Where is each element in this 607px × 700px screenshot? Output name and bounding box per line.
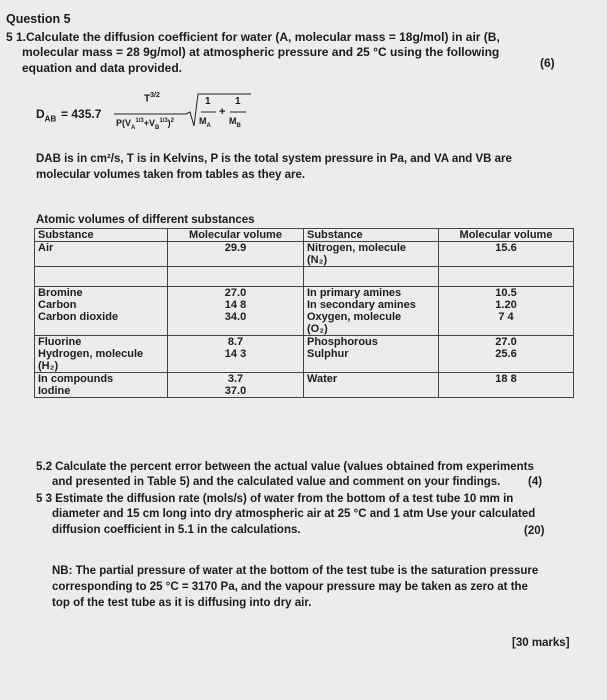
cell-line [307, 385, 435, 397]
cell-line [442, 323, 570, 335]
cell-line: Sulphur [307, 348, 349, 360]
part2-line2: and presented in Table 5) and the calculated value and comment on your findings. [52, 476, 501, 488]
cell-line: Nitrogen, molecule [307, 242, 407, 254]
cell-line [38, 323, 164, 335]
header-molvol-2: Molecular volume [439, 229, 574, 242]
nb-line3: top of the test tube as it is diffusing into dry air. [52, 597, 312, 609]
cell-line: 1.20 [495, 299, 517, 311]
part2-line1: 5.2 Calculate the percent error between the actual value (values obtained from experiments [36, 461, 534, 473]
cell-line: 27.0 [224, 287, 247, 299]
table-row [35, 267, 574, 287]
header-substance-1: Substance [35, 229, 168, 242]
root-plus: + [219, 106, 226, 118]
sqrt-sign [186, 94, 251, 126]
part2-marks: (4) [528, 476, 543, 488]
cell-line: 18 8 [495, 373, 517, 385]
table-cell [439, 267, 574, 287]
cell-line: Oxygen, molecule [307, 311, 402, 323]
root-den-a: $M_A$ [199, 116, 211, 129]
root-num-a: 1 [205, 96, 211, 107]
cell-line: Bromine [38, 287, 83, 299]
cell-line: In secondary amines [307, 299, 416, 311]
total-marks: [30 marks] [512, 637, 570, 649]
table-row [35, 336, 574, 373]
diffusion-formula [36, 92, 266, 136]
cell-line: Carbon dioxide [38, 311, 119, 323]
table-cell: 15.6 [439, 242, 574, 267]
part3-line3: diffusion coefficient in 5.1 in the calculations. [52, 524, 301, 536]
cell-line [171, 323, 300, 335]
header-substance-2: Substance [304, 229, 439, 242]
cell-line: (O₂) [307, 323, 328, 335]
table-cell: 29.9 [168, 242, 304, 267]
part1-marks: (6) [540, 56, 555, 70]
cell-line: In primary amines [307, 287, 402, 299]
part1-line3: equation and data provided. [22, 61, 183, 75]
part3-marks: (20) [524, 525, 545, 537]
cell-line: Carbon [38, 299, 77, 311]
cell-line: (N₂) [307, 254, 328, 266]
table-cell [35, 336, 168, 373]
table-row [35, 373, 574, 398]
cell-line: Fluorine [38, 336, 82, 348]
cell-line: In compounds [38, 373, 114, 385]
table-cell [304, 287, 439, 336]
part1-line2: molecular mass = 28 9g/mol) at atmospheric pressure and 25 °C using the following [22, 45, 500, 59]
part3-line1: 5 3 Estimate the diffusion rate (mols/s) of water from the bottom of a test tube 10 mm in [36, 493, 514, 505]
definition-line1: DAB is in cm²/s, T is in Kelvins, P is the total system pressure in Pa, and VA and VB are [36, 153, 512, 165]
table-cell [168, 267, 304, 287]
formula-lines [36, 92, 266, 136]
cell-line [307, 360, 435, 372]
table-cell: Air [35, 242, 168, 267]
table-cell [304, 336, 439, 373]
table-cell [304, 242, 439, 267]
part3-line2: diameter and 15 cm long into dry atmospheric air at 25 °C and 1 atm Use your calculated [52, 508, 536, 520]
formula-lhs: $D_{AB}$ [36, 107, 57, 124]
formula-numerator: $T^{3/2}$ [144, 92, 160, 105]
nb-line1: NB: The partial pressure of water at the bottom of the test tube is the saturation pressure [52, 565, 539, 577]
table-row [35, 242, 574, 267]
table-cell [35, 287, 168, 336]
table-caption: Atomic volumes of different substances [36, 214, 255, 226]
table-cell [35, 373, 168, 398]
table-cell [304, 267, 439, 287]
cell-line: 14 3 [224, 348, 247, 360]
table-cell [439, 287, 574, 336]
cell-line [171, 360, 300, 372]
cell-line: Phosphorous [307, 336, 378, 348]
table-cell [304, 373, 439, 398]
atomic-volumes-table [34, 228, 574, 398]
table-cell [439, 373, 574, 398]
cell-line: (H₂) [38, 360, 59, 372]
cell-line: 14 8 [224, 299, 247, 311]
table-cell [168, 287, 304, 336]
table-header-row [35, 229, 574, 242]
table-cell [35, 267, 168, 287]
table-cell [168, 336, 304, 373]
cell-line: 25.6 [495, 348, 517, 360]
root-den-b: $M_B$ [229, 116, 241, 129]
question-title: Question 5 [6, 12, 71, 26]
cell-line: 10.5 [495, 287, 517, 299]
formula-denominator: $P(V_A^{1/3}+V_B^{1/3})^2$ [116, 118, 174, 131]
root-num-b: 1 [235, 96, 241, 107]
cell-line: Iodine [38, 385, 71, 397]
header-molvol-1: Molecular volume [168, 229, 304, 242]
nb-line2: corresponding to 25 °C = 3170 Pa, and the vapour pressure may be taken as zero at the [52, 581, 528, 593]
cell-line: Hydrogen, molecule [38, 348, 144, 360]
table-cell [168, 373, 304, 398]
part1-line1: 5 1.Calculate the diffusion coefficient for water (A, molecular mass = 18g/mol) in air (B, [6, 30, 500, 44]
table-row [35, 287, 574, 336]
cell-line: 34.0 [224, 311, 247, 323]
definition-line2: molecular volumes taken from tables as they are. [36, 169, 306, 181]
cell-line: 8.7 [227, 336, 244, 348]
cell-line: 7 4 [498, 311, 514, 323]
formula-equals: = 435.7 [61, 107, 102, 121]
cell-line: Water [307, 373, 338, 385]
cell-line [442, 385, 570, 397]
table-cell [439, 336, 574, 373]
cell-line: 37.0 [224, 385, 247, 397]
cell-line: 3.7 [227, 373, 244, 385]
cell-line [442, 360, 570, 372]
cell-line: 27.0 [495, 336, 517, 348]
